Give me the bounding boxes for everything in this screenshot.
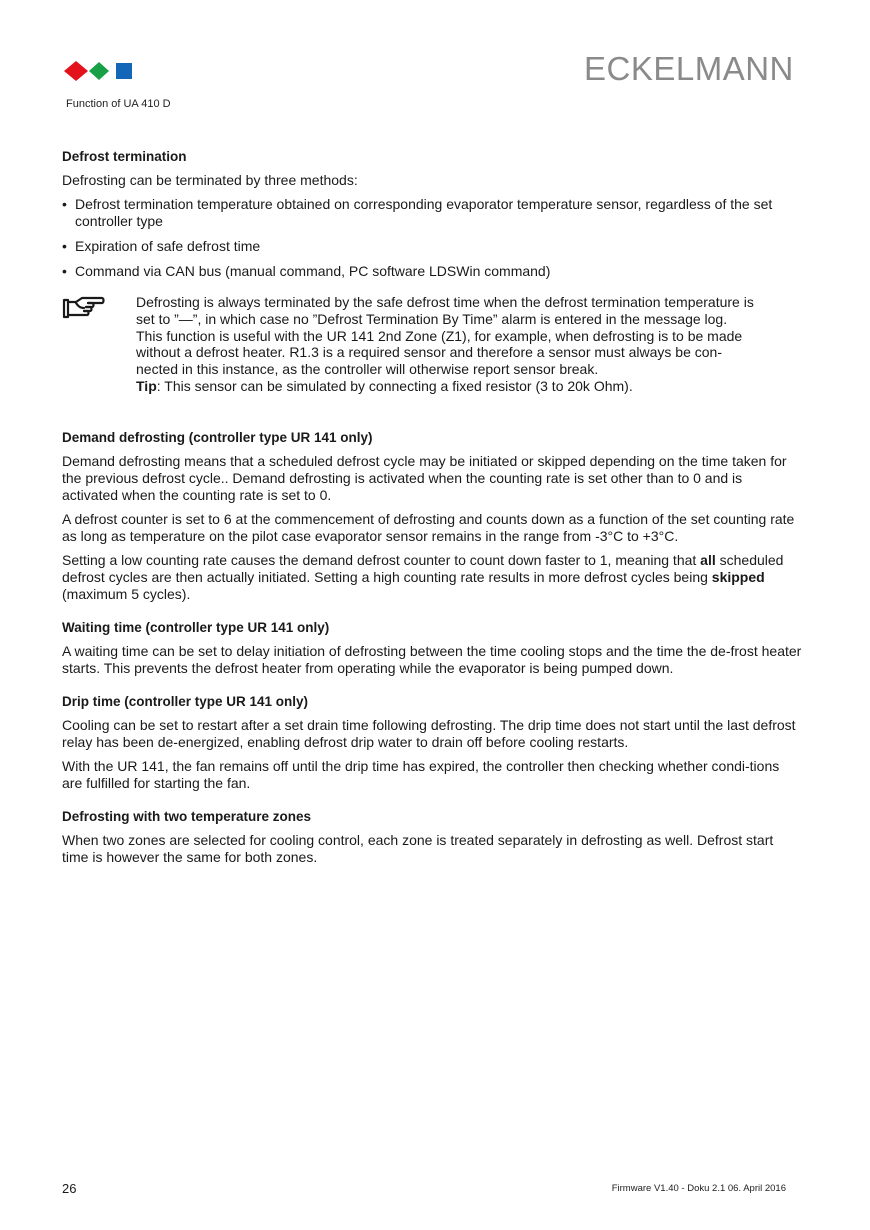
text-run: Setting a low counting rate causes the demand defrost counter to count down faster to 1, meaning that (62, 551, 701, 568)
list-item-text: Expiration of safe defrost time (75, 238, 261, 254)
demand-paragraph-1: Demand defrosting means that a scheduled defrost cycle may be initiated or skipped depending on the time taken for the previous defrost cycle.. Demand defrosting is activated when the counting rate is set other than to 0 and is activated when the counting rate is set to 0. (62, 452, 787, 503)
running-head: Function of UA 410 D (66, 98, 171, 110)
bullet-mark: • (62, 263, 67, 279)
logo-red-diamond (64, 61, 88, 81)
zones-paragraph: When two zones are selected for cooling control, each zone is treated separately in defrosting as well. Defrost start time is however the same for both zones. (62, 831, 774, 865)
note-line: nected in this instance, as the controller will otherwise report sensor break. (136, 361, 599, 378)
heading-demand-defrosting: Demand defrosting (controller type UR 141 only) (62, 429, 373, 445)
bullet-mark: • (62, 238, 67, 254)
list-item (62, 263, 802, 280)
tip-label: Tip (136, 377, 157, 394)
logo-blue-square (116, 63, 132, 79)
page-content (62, 148, 802, 873)
list-item (62, 196, 802, 230)
waiting-paragraph: A waiting time can be set to delay initiation of defrosting between the time cooling stops and the time the de-frost heater starts. This prevents the defrost heater from operating while the evaporator is being pumped down. (62, 642, 802, 676)
note-line: Defrosting is always terminated by the safe defrost time when the defrost termination temperature is (136, 294, 754, 310)
heading-drip-time: Drip time (controller type UR 141 only) (62, 693, 309, 709)
demand-paragraph-3 (62, 552, 802, 603)
eckelmann-logo-marks (63, 58, 135, 84)
note-tip (136, 378, 802, 395)
note-line: set to ”—”, in which case no ”Defrost Termination By Time” alarm is entered in the message log. (136, 310, 728, 327)
pointing-hand-icon (62, 296, 106, 320)
list-item-text: Defrost termination temperature obtained on corresponding evaporator temperature sensor, regardless of the set controller type (75, 196, 773, 229)
drip-paragraph-2: With the UR 141, the fan remains off until the drip time has expired, the controller then checking whether condi-tions are fulfilled for starting the fan. (62, 757, 780, 791)
note-line: without a defrost heater. R1.3 is a required sensor and therefore a sensor must always be con- (136, 344, 722, 361)
termination-methods-list (62, 196, 802, 280)
heading-defrost-termination: Defrost termination (62, 149, 187, 164)
emphasis-all: all (700, 551, 716, 568)
emphasis-skipped: skipped (711, 568, 765, 585)
list-item-text: Command via CAN bus (manual command, PC software LDSWin command) (75, 263, 551, 279)
drip-paragraph-1: Cooling can be set to restart after a set drain time following defrosting. The drip time does not start until the last defrost relay has been de-energized, enabling defrost drip water to drain off before cooling restarts. (62, 716, 796, 750)
defrost-termination-intro: Defrosting can be terminated by three methods: (62, 172, 358, 188)
note-block (62, 294, 802, 395)
text-run: (maximum 5 cycles). (62, 585, 191, 602)
list-item (62, 238, 802, 255)
note-line: This function is useful with the UR 141 2nd Zone (Z1), for example, when defrosting is to be made (136, 327, 743, 344)
tip-text: : This sensor can be simulated by connecting a fixed resistor (3 to 20k Ohm). (156, 377, 633, 394)
logo-green-diamond (89, 62, 109, 80)
footer-document-info: Firmware V1.40 - Doku 2.1 06. April 2016 (611, 1183, 786, 1194)
heading-waiting-time: Waiting time (controller type UR 141 only) (62, 619, 330, 635)
text-run: scheduled defrost cycles are then actually initiated. Setting a high counting rate results in more defrost cycles being (62, 551, 784, 585)
page-number: 26 (62, 1181, 77, 1196)
bullet-mark: • (62, 196, 67, 212)
note-text (136, 294, 802, 395)
demand-paragraph-2: A defrost counter is set to 6 at the commencement of defrosting and counts down as a function of the set counting rate as long as temperature on the pilot case evaporator sensor remains in the range from -3°C to +3°C. (62, 510, 795, 544)
brand-logo: ECKELMANN (584, 50, 794, 87)
heading-two-zones: Defrosting with two temperature zones (62, 808, 312, 824)
